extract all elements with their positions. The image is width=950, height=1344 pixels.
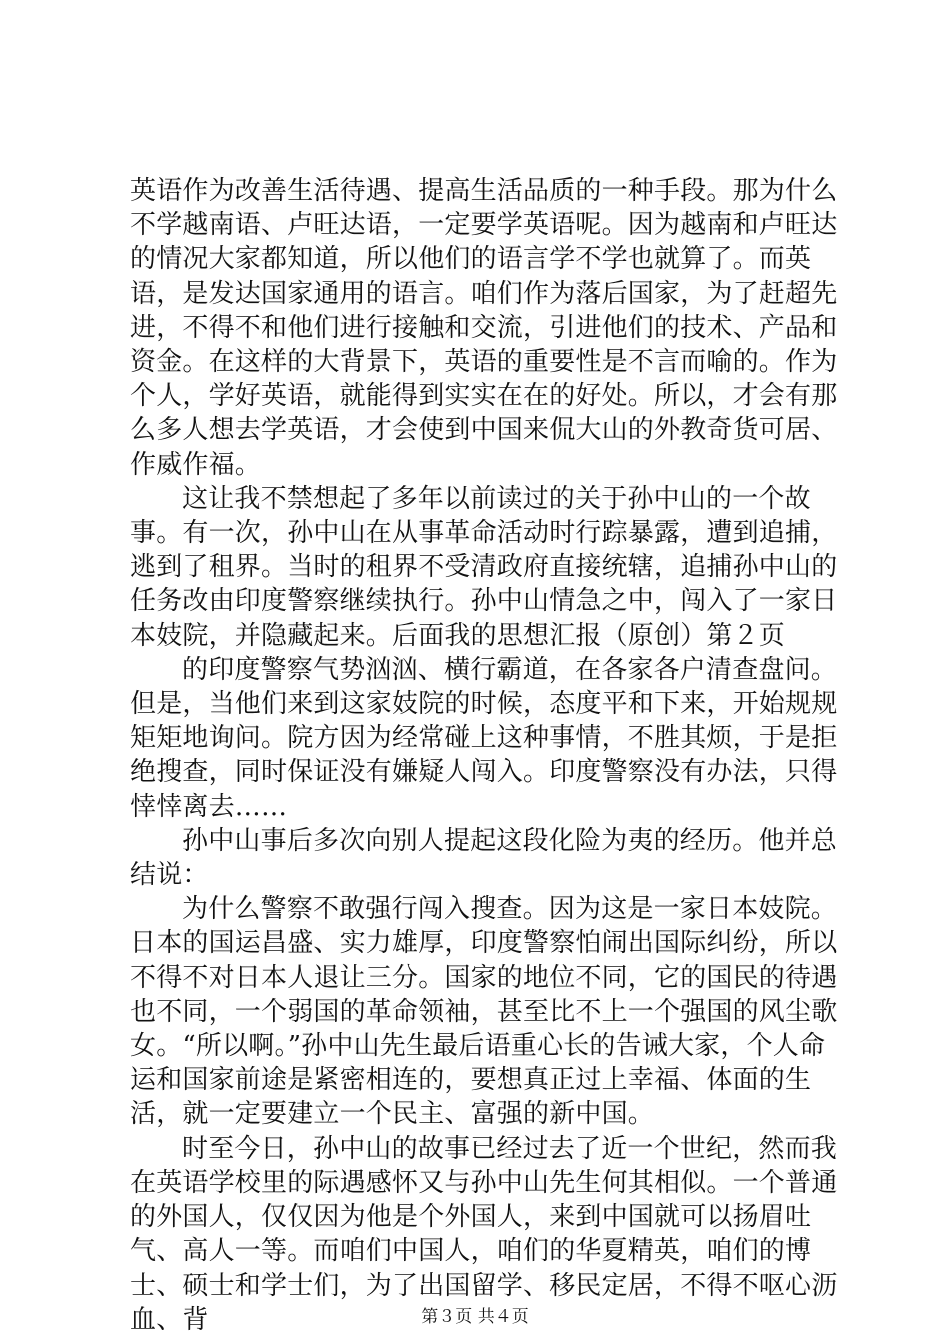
- paragraph-6: 时至今日，孙中山的故事已经过去了近一个世纪，然而我在英语学校里的际遇感怀又与孙中山先生何其相似。一个普通的外国人，仅仅因为他是个外国人，来到中国就可以扬眉吐气、高人一等。而咱们中国人，咱们的华夏精英，咱们的博士、硕士和学士们，为了出国留学、移民定居，不得不呕心沥血、背: [130, 1133, 838, 1335]
- page-footer: 第３页 共４页: [421, 1307, 529, 1327]
- body-text: [130, 174, 842, 1337]
- paragraph-3: 的印度警察气势汹汹、横行霸道，在各家各户清查盘问。但是，当他们来到这家妓院的时候，态度平和下来，开始规规矩矩地询问。院方因为经常碰上这种事情，不胜其烦，于是拒绝搜查，同时保证没有嫌疑人闯入。印度警察没有办法，只得悻悻离去……: [130, 654, 838, 822]
- paragraph-5: 为什么警察不敢强行闯入搜查。因为这是一家日本妓院。日本的国运昌盛、实力雄厚，印度警察怕闹出国际纠纷，所以不得不对日本人退让三分。国家的地位不同，它的国民的待遇也不同，一个弱国的革命领袖，甚至比不上一个强国的风尘歌女。“所以啊。”孙中山先生最后语重心长的告诫大家，个人命运和国家前途是紧密相连的，要想真正过上幸福、体面的生活，就一定要建立一个民主、富强的新中国。: [130, 894, 838, 1130]
- paragraph-4: 孙中山事后多次向别人提起这段化险为夷的经历。他并总结说：: [130, 825, 838, 891]
- paragraph-2: 这让我不禁想起了多年以前读过的关于孙中山的一个故事。有一次，孙中山在从事革命活动时行踪暴露，遭到追捕，逃到了租界。当时的租界不受清政府直接统辖，追捕孙中山的任务改由印度警察继续执行。孙中山情急之中，闯入了一家日本妓院，并隐藏起来。后面我的思想汇报（原创）第２页: [130, 483, 838, 651]
- paragraph-1: 英语作为改善生活待遇、提高生活品质的一种手段。那为什么不学越南语、卢旺达语，一定要学英语呢。因为越南和卢旺达的情况大家都知道，所以他们的语言学不学也就算了。而英语，是发达国家通用的语言。咱们作为落后国家，为了赶超先进，不得不和他们进行接触和交流，引进他们的技术、产品和资金。在这样的大背景下，英语的重要性是不言而喻的。作为个人，学好英语，就能得到实实在在的好处。所以，才会有那么多人想去学英语，才会使到中国来侃大山的外教奇货可居、作威作福。: [130, 176, 838, 480]
